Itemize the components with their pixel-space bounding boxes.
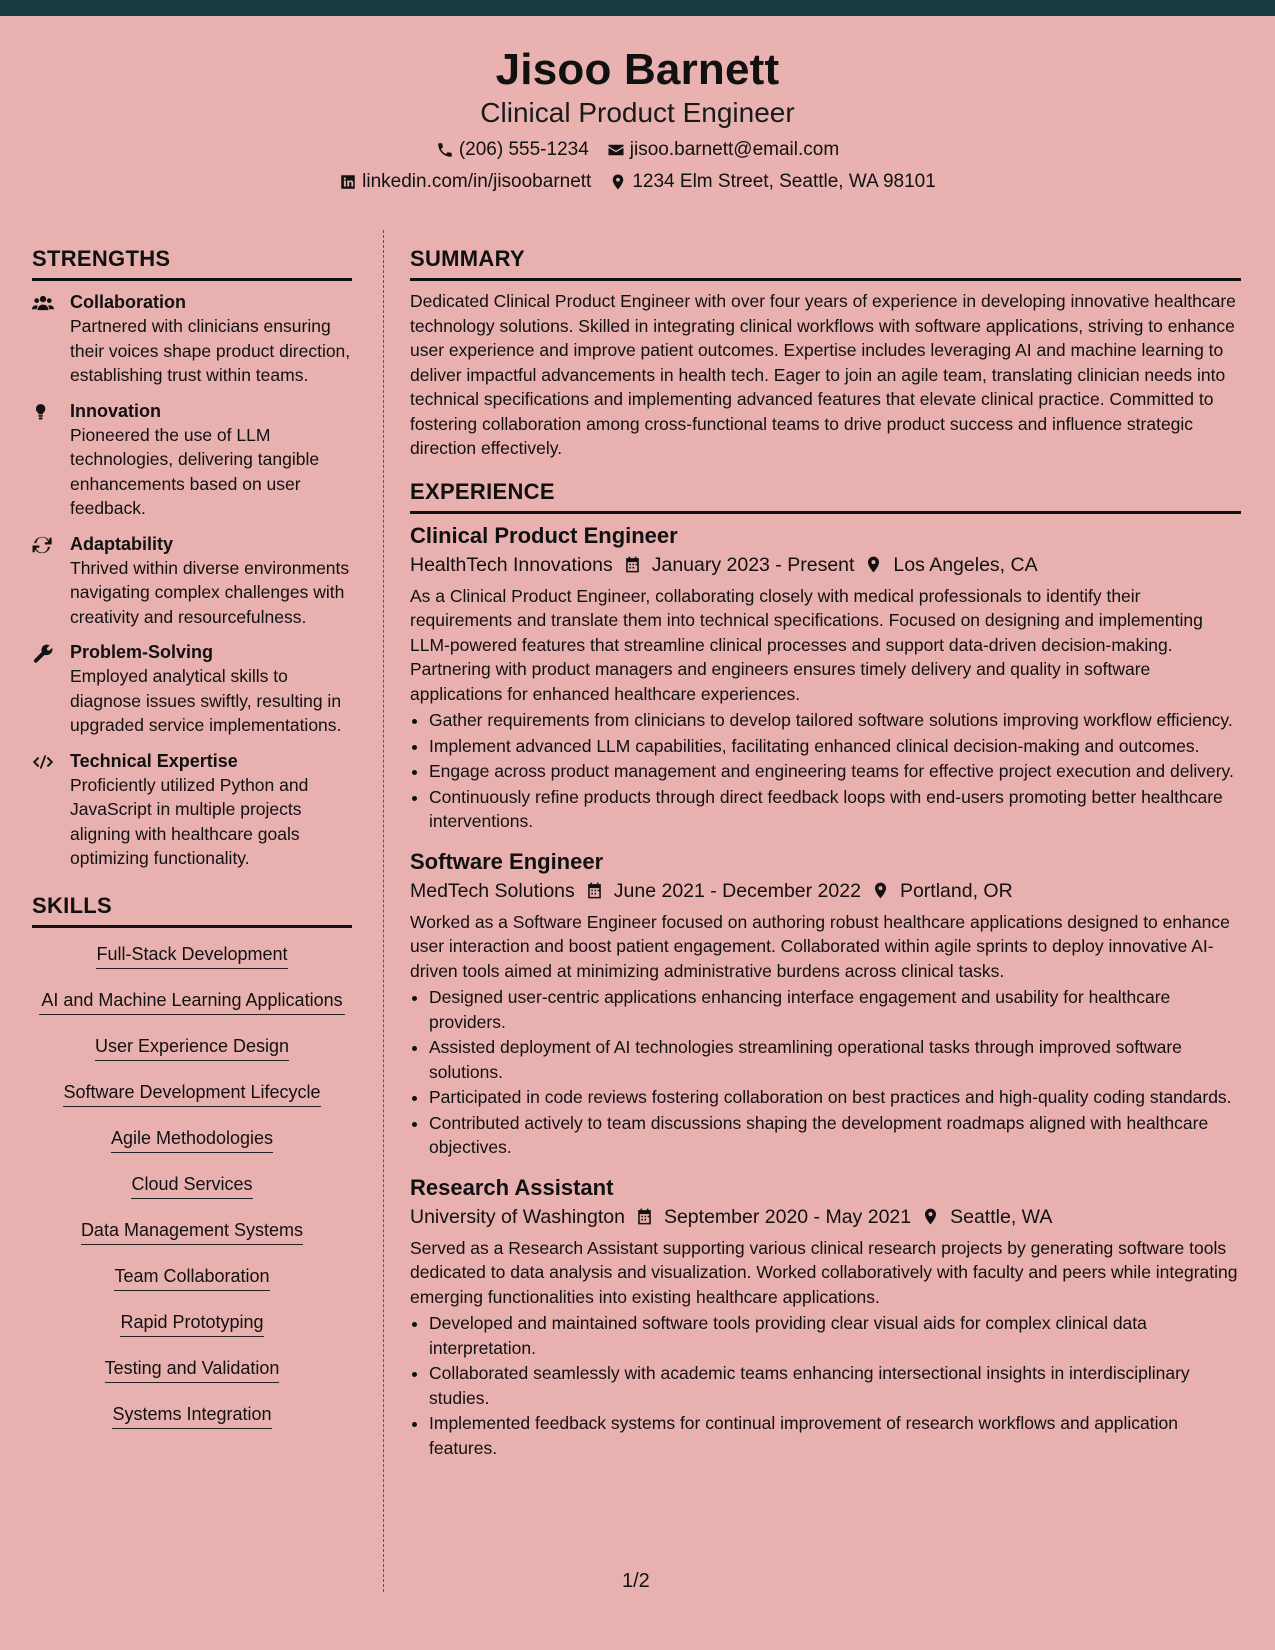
strength-title: Technical Expertise bbox=[70, 750, 238, 771]
skill-item: User Experience Design bbox=[95, 1034, 289, 1061]
job-bullet: • Assisted deployment of AI technologies streamlining operational tasks through improved software solutions. bbox=[429, 1035, 1241, 1084]
skills-heading: SKILLS bbox=[32, 891, 352, 928]
strength-item bbox=[32, 533, 352, 630]
candidate-title: Clinical Product Engineer bbox=[480, 97, 795, 128]
strengths-heading: STRENGTHS bbox=[32, 244, 352, 281]
calendar-icon bbox=[635, 1207, 654, 1226]
job-meta bbox=[410, 878, 1241, 904]
job-bullet: • Engage across product management and engineering teams for effective project execution and delivery. bbox=[429, 759, 1241, 784]
skill-item: Software Development Lifecycle bbox=[63, 1080, 320, 1107]
strength-item bbox=[32, 750, 352, 871]
strength-desc: Pioneered the use of LLM technologies, delivering tangible enhancements based on user feedback. bbox=[70, 424, 320, 518]
job-bullet: • Collaborated seamlessly with academic teams enhancing intersectional insights in interdisciplinary studies. bbox=[429, 1361, 1241, 1410]
left-column bbox=[32, 244, 352, 1448]
strength-title: Problem-Solving bbox=[70, 642, 214, 662]
phone-contact[interactable] bbox=[436, 138, 589, 162]
job-meta bbox=[410, 552, 1241, 578]
job-role: Research Assistant bbox=[410, 1174, 614, 1200]
column-divider bbox=[383, 230, 384, 1592]
resume-header bbox=[0, 16, 1275, 205]
job-entry bbox=[410, 848, 1241, 1160]
summary-heading: SUMMARY bbox=[410, 244, 1241, 281]
map-pin-icon bbox=[864, 555, 883, 574]
strength-item bbox=[32, 641, 352, 738]
sync-icon bbox=[32, 535, 54, 555]
job-dates: January 2023 - Present bbox=[651, 553, 855, 576]
job-meta bbox=[410, 1204, 1241, 1230]
experience-heading: EXPERIENCE bbox=[410, 477, 1241, 514]
calendar-icon bbox=[623, 555, 642, 574]
phone-text: (206) 555-1234 bbox=[458, 139, 589, 160]
strength-title: Innovation bbox=[70, 400, 161, 421]
job-description: Worked as a Software Engineer focused on authoring robust healthcare applications designed to enhance user interaction and boost patient engagement. Collaborated within agile sprints to deploy innovative AI-driven tools aimed at minimizing administrative burdens across clinical tasks. bbox=[410, 911, 1230, 981]
job-location: Los Angeles, CA bbox=[893, 553, 1038, 576]
users-icon bbox=[32, 293, 54, 313]
job-dates: June 2021 - December 2022 bbox=[613, 879, 861, 902]
skill-item: Agile Methodologies bbox=[111, 1126, 273, 1153]
strength-desc: Employed analytical skills to diagnose issues swiftly, resulting in upgraded service implementations. bbox=[70, 666, 342, 735]
job-bullets bbox=[410, 1311, 1241, 1460]
calendar-icon bbox=[585, 881, 604, 900]
linkedin-icon bbox=[339, 173, 357, 191]
strength-title: Collaboration bbox=[70, 292, 186, 312]
address-contact bbox=[609, 170, 935, 194]
wrench-icon bbox=[32, 643, 54, 663]
lightbulb-icon bbox=[32, 402, 54, 422]
linkedin-contact[interactable] bbox=[339, 170, 591, 194]
job-bullet: • Implemented feedback systems for continual improvement of research workflows and application features. bbox=[429, 1411, 1241, 1460]
phone-icon bbox=[436, 141, 454, 159]
skill-item: Full-Stack Development bbox=[96, 942, 287, 969]
job-dates: September 2020 - May 2021 bbox=[663, 1205, 912, 1228]
job-bullet: • Implement advanced LLM capabilities, facilitating enhanced clinical decision-making and outcomes. bbox=[429, 734, 1241, 759]
strength-desc: Partnered with clinicians ensuring their voices shape product direction, establishing trust within teams. bbox=[70, 316, 351, 385]
map-pin-icon bbox=[921, 1207, 940, 1226]
job-location: Seattle, WA bbox=[950, 1205, 1053, 1228]
map-pin-icon bbox=[871, 881, 890, 900]
job-bullet: • Gather requirements from clinicians to develop tailored software solutions improving workflow efficiency. bbox=[429, 708, 1241, 733]
job-bullet: • Participated in code reviews fostering collaboration on best practices and high-quality coding standards. bbox=[429, 1085, 1241, 1110]
job-bullet: • Continuously refine products through direct feedback loops with end-users promoting better healthcare interventions. bbox=[429, 785, 1241, 834]
skill-item: Team Collaboration bbox=[114, 1264, 269, 1291]
job-bullets bbox=[410, 708, 1241, 834]
email-text: jisoo.barnett@email.com bbox=[629, 139, 840, 160]
contact-line-2 bbox=[0, 170, 1275, 194]
strength-item bbox=[32, 400, 352, 521]
job-bullet: • Developed and maintained software tools providing clear visual aids for complex clinical data interpretation. bbox=[429, 1311, 1241, 1360]
email-contact[interactable] bbox=[607, 138, 839, 162]
job-bullets bbox=[410, 985, 1241, 1160]
strengths-list bbox=[32, 291, 352, 871]
page-number: 1/2 bbox=[622, 1570, 650, 1592]
job-location: Portland, OR bbox=[899, 879, 1013, 902]
candidate-name: Jisoo Barnett bbox=[495, 45, 780, 94]
job-bullet: • Contributed actively to team discussions shaping the development roadmaps aligned with healthcare objectives. bbox=[429, 1111, 1241, 1160]
job-bullet: • Designed user-centric applications enhancing interface engagement and usability for healthcare providers. bbox=[429, 985, 1241, 1034]
contact-line-1 bbox=[0, 138, 1275, 162]
right-column bbox=[410, 244, 1241, 1461]
top-accent-bar bbox=[0, 0, 1275, 16]
linkedin-text: linkedin.com/in/jisoobarnett bbox=[362, 171, 592, 192]
skill-item: Rapid Prototyping bbox=[120, 1310, 263, 1337]
map-pin-icon bbox=[609, 173, 627, 191]
code-icon bbox=[32, 752, 54, 772]
strength-desc: Proficiently utilized Python and JavaScript in multiple projects aligning with healthcare goals optimizing functionality. bbox=[70, 774, 309, 868]
envelope-icon bbox=[607, 141, 625, 159]
job-entry bbox=[410, 1174, 1241, 1461]
skill-item: Systems Integration bbox=[112, 1402, 271, 1429]
strength-desc: Thrived within diverse environments navigating complex challenges with creativity and resourcefulness. bbox=[70, 557, 350, 627]
skill-item: Data Management Systems bbox=[81, 1218, 303, 1245]
skill-item: AI and Machine Learning Applications bbox=[39, 988, 345, 1015]
job-role: Clinical Product Engineer bbox=[410, 522, 678, 548]
job-company: HealthTech Innovations bbox=[410, 553, 613, 576]
summary-text: Dedicated Clinical Product Engineer with over four years of experience in developing innovative healthcare technology solutions. Skilled in integrating clinical workflows with software applications, striving to enhance user experience and improve patient outcomes. Expertise includes leveraging AI and machine learning to deliver impactful advancements in health tech. Eager to join an agile team, translating clinician needs into technical specifications and implementing advanced features that elevate clinical practice. Committed to fostering collaboration among cross-functional teams to drive product success and influence strategic direction effectively. bbox=[410, 291, 1236, 458]
skill-item: Cloud Services bbox=[131, 1172, 252, 1199]
job-role: Software Engineer bbox=[410, 848, 604, 874]
job-company: MedTech Solutions bbox=[410, 879, 575, 902]
job-description: Served as a Research Assistant supporting various clinical research projects by generating software tools dedicated to data analysis and visualization. Worked collaboratively with faculty and peers while integrating emerging functionalities into existing healthcare applications. bbox=[410, 1237, 1238, 1307]
job-entry bbox=[410, 522, 1241, 834]
strength-title: Adaptability bbox=[70, 533, 174, 554]
job-company: University of Washington bbox=[410, 1205, 625, 1228]
job-description: As a Clinical Product Engineer, collaborating closely with medical professionals to identify their requirements and translate them into technical specifications. Focused on designing and implementing LLM-powered features that streamline clinical processes and support data-driven decision-making. Partnering with product managers and engineers ensures timely delivery and quality in software applications for enhanced healthcare experiences. bbox=[410, 585, 1203, 704]
strength-item bbox=[32, 291, 352, 388]
skills-list bbox=[32, 942, 352, 1448]
skill-item: Testing and Validation bbox=[105, 1356, 280, 1383]
address-text: 1234 Elm Street, Seattle, WA 98101 bbox=[632, 171, 936, 192]
